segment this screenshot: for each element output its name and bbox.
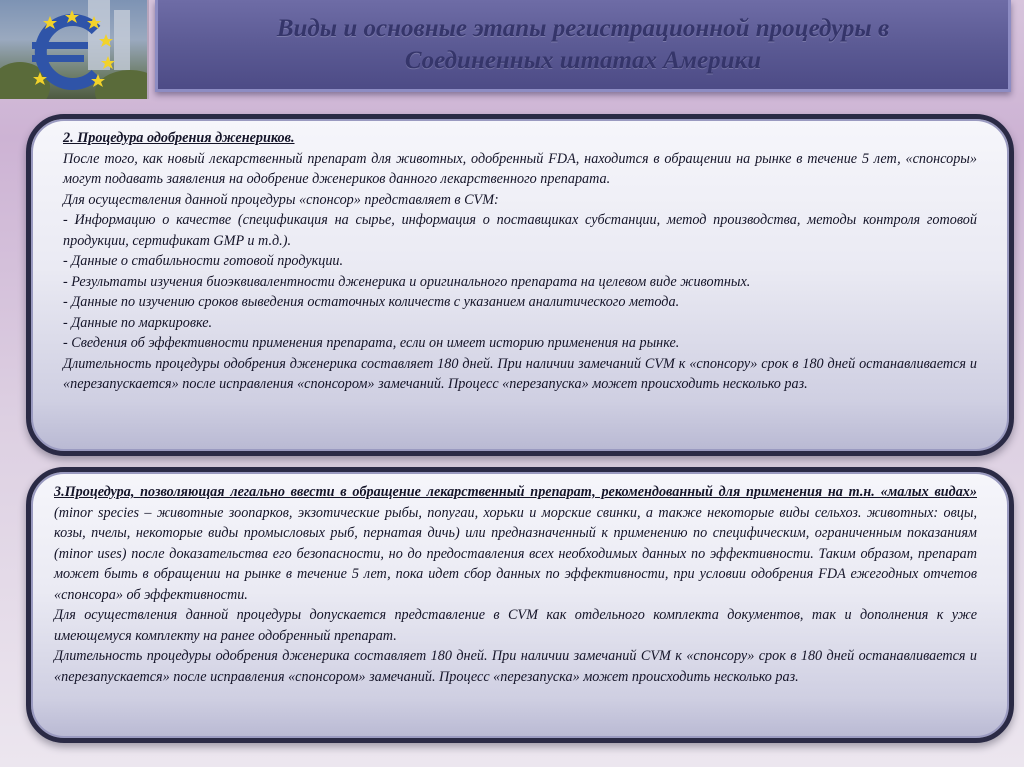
section2-heading: 3.Процедура, позволяющая легально ввести в обращение лекарственный препарат, рекомендованный для применения на т.н. «малых видах» <box>54 484 977 500</box>
section1-list-item: - Данные по изучению сроков выведения остаточных количеств с указанием аналитического метода. <box>63 294 680 310</box>
minor-species-panel <box>26 467 1014 743</box>
section1-text <box>63 128 977 395</box>
euro-logo-image <box>0 0 149 99</box>
title-line-2: Соединенных штатах Америки <box>404 46 762 74</box>
section1-list-item: - Данные о стабильности готовой продукции. <box>63 253 344 269</box>
section2-text <box>54 482 977 687</box>
section1-list-item: - Информацию о качестве (спецификация на сырье, информация о поставщиках субстанции, метод производства, методы контроля готовой продукции, сертификат GMP и т.д.). <box>63 212 977 249</box>
section1-paragraph: После того, как новый лекарственный препарат для животных, одобренный FDA, находится в обращении на рынке в течение 5 лет, «спонсоры» могут подавать заявления на одобрение дженериков данного лекарственного препарата. <box>63 150 977 187</box>
title-line-1: Виды и основные этапы регистрационной процедуры в <box>276 14 890 42</box>
section1-list-item: - Результаты изучения биоэквивалентности дженерика и оригинального препарата на целевом виде животных. <box>63 273 751 290</box>
section1-list-item: - Сведения об эффективности применения препарата, если он имеет историю применения на рынке. <box>63 335 680 351</box>
section2-paragraph: Длительность процедуры одобрения дженерика составляет 180 дней. При наличии замечаний CVM к «спонсору» срок в 180 дней останавливается и «перезапускается» после исправления «спонсором» замечаний. Процесс «перезапуска» может происходить несколько раз. <box>54 648 977 685</box>
section1-paragraph: Длительность процедуры одобрения дженерика составляет 180 дней. При наличии замечаний CVM к «спонсору» срок в 180 дней останавливается и «перезапускается» после исправления «спонсором» замечаний. Процесс «перезапуска» может происходить несколько раз. <box>63 355 977 392</box>
section2-heading-continuation: (minor species – животные зоопарков, экзотические рыбы, попугаи, хорьки и морские свинки, а также некоторые виды сельхоз. животных: овцы, козы, пчелы, некоторые виды промысловых рыб, пернатая дичь) или предназначенный к применению по специфическим, ограниченным показаниям (minor uses) после доказательства его безопасности, но до предоставления всех необходимых данных по эффективности. Таким образом, препарат может быть в обращении на рынке в течение 5 лет, пока идет сбор данных по эффективности, при условии одобрения FDA ежегодных отчетов «спонсора» об эффективности. <box>54 504 977 603</box>
section2-intro <box>54 482 977 605</box>
section1-list-item: - Данные по маркировке. <box>63 314 213 331</box>
generic-approval-panel <box>26 114 1014 456</box>
section1-paragraph: Для осуществления данной процедуры «спонсор» представляет в CVM: <box>63 191 499 208</box>
section1-heading: 2. Процедура одобрения дженериков. <box>63 130 295 146</box>
section2-paragraph: Для осуществления данной процедуры допускается представление в CVM как отдельного комплекта документов, так и дополнения к уже имеющемуся комплекту на ранее одобренный препарат. <box>54 607 977 644</box>
page-title <box>277 13 889 77</box>
title-banner <box>155 0 1011 92</box>
